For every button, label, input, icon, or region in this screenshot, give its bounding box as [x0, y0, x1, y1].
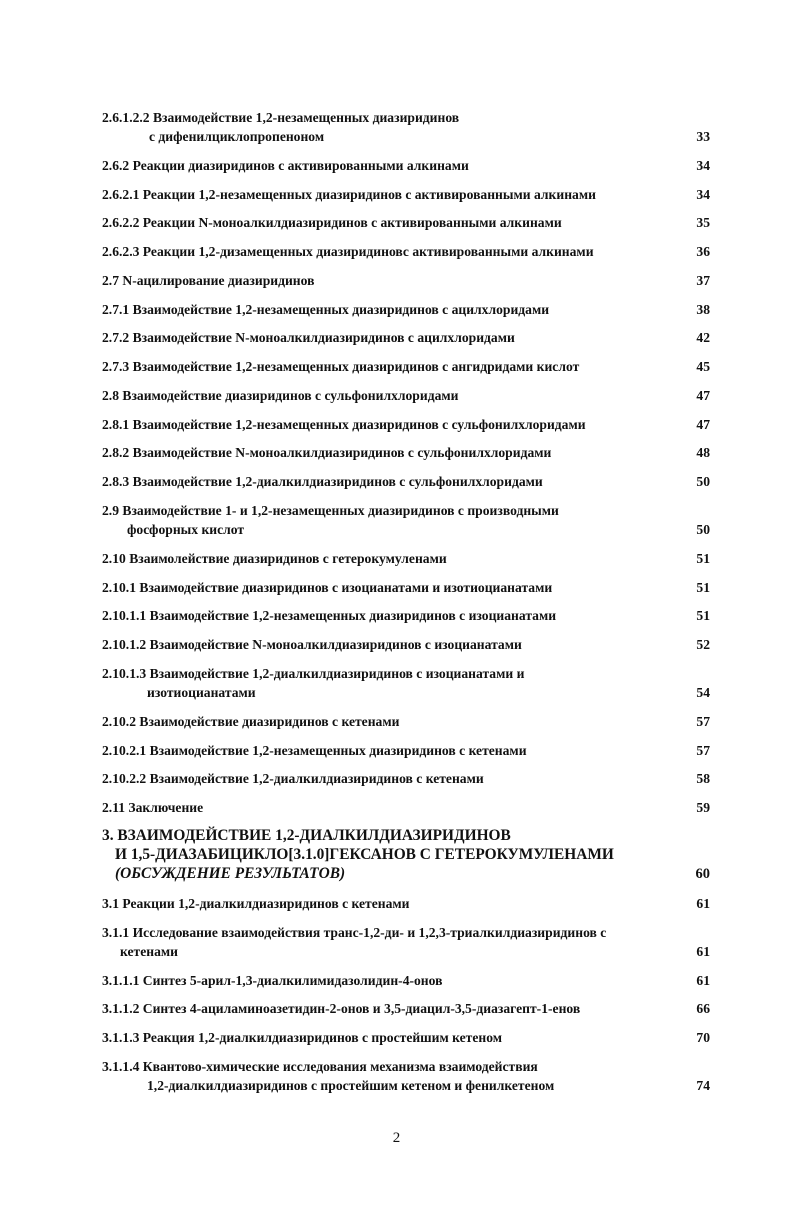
- toc-entry-title: 2.10.2 Взаимодействие диазиридинов с кетенами: [102, 714, 400, 729]
- toc-entry-title-cont: с дифенилциклопропеноном: [149, 129, 325, 144]
- toc-entry-title: 2.9 Взаимодействие 1- и 1,2-незамещенных диазиридинов с производными: [102, 503, 559, 518]
- toc-page-number: 50: [696, 522, 710, 537]
- toc-page-number: 61: [696, 973, 710, 988]
- toc-page-number: 58: [696, 771, 710, 786]
- toc-entry-2-7[interactable]: [102, 271, 687, 290]
- toc-entry-title: 2.6.2.3 Реакции 1,2-дизамещенных диазиридиновс активированными алкинами: [102, 244, 594, 259]
- toc-page-number: 61: [696, 896, 710, 911]
- toc-entry-title: 2.8.3 Взаимодействие 1,2-диалкилдиазиридинов с сульфонилхлоридами: [102, 474, 543, 489]
- toc-entry-title-cont: фосфорных кислот: [127, 522, 245, 537]
- toc-page-number: 50: [696, 474, 710, 489]
- toc-entry-3-1-1-3[interactable]: [102, 1028, 687, 1047]
- toc-page-number: 47: [696, 388, 710, 403]
- toc-entry-2-8[interactable]: [102, 386, 687, 405]
- toc-entry-2-11[interactable]: [102, 798, 687, 817]
- toc-page-number: 51: [696, 580, 710, 595]
- toc-entry-title: 2.10.2.2 Взаимодействие 1,2-диалкилдиазиридинов с кетенами: [102, 771, 484, 786]
- toc-page-number: 57: [696, 714, 710, 729]
- toc-entry-3-1-1-1[interactable]: [102, 971, 687, 990]
- toc-page-number: 42: [696, 330, 710, 345]
- toc-entry-title: 2.8.1 Взаимодействие 1,2-незамещенных диазиридинов с сульфонилхлоридами: [102, 417, 586, 432]
- toc-entry-2-10-1-2[interactable]: [102, 635, 687, 654]
- toc-entry-2-10-2-1[interactable]: [102, 741, 687, 760]
- toc-entry-2-10-2[interactable]: [102, 712, 687, 731]
- toc-entry-2-10-1-3[interactable]: [102, 664, 687, 702]
- toc-entry-title: 2.10.1.2 Взаимодействие N-моноалкилдиазиридинов с изоцианатами: [102, 637, 522, 652]
- toc-entry-3-1[interactable]: [102, 894, 687, 913]
- toc-entry-title: 3.1.1.3 Реакция 1,2-диалкилдиазиридинов с простейшим кетеном: [102, 1030, 503, 1045]
- toc-page-number: 61: [696, 944, 710, 959]
- toc-entry-title-cont: И 1,5-ДИАЗАБИЦИКЛО[3.1.0]ГЕКСАНОВ С ГЕТЕРОКУМУЛЕНАМИ: [115, 846, 614, 863]
- toc-entry-3-1-1-2[interactable]: [102, 999, 687, 1018]
- toc-entry-title: 2.10.1.1 Взаимодействие 1,2-незамещенных диазиридинов с изоцианатами: [102, 608, 557, 623]
- toc-page-number: 37: [696, 273, 710, 288]
- toc-entry-title-cont: (ОБСУЖДЕНИЕ РЕЗУЛЬТАТОВ): [115, 865, 346, 882]
- toc-entry-2-7-3[interactable]: [102, 357, 687, 376]
- toc-page-number: 34: [696, 187, 710, 202]
- toc-entry-title: 3.1 Реакции 1,2-диалкилдиазиридинов с кетенами: [102, 896, 410, 911]
- toc-entry-chapter-3[interactable]: [102, 826, 687, 883]
- toc-page-number: 60: [695, 866, 710, 882]
- toc-entry-title: 2.6.2.2 Реакции N-моноалкилдиазиридинов с активированными алкинами: [102, 215, 562, 230]
- toc-page-number: 54: [696, 685, 710, 700]
- toc-entry-title: 2.7.1 Взаимодействие 1,2-незамещенных диазиридинов с ацилхлоридами: [102, 302, 550, 317]
- toc-entry-title: 3.1.1 Исследование взаимодействия транс-1,2-ди- и 1,2,3-триалкилдиазиридинов с: [102, 925, 607, 940]
- toc-entry-title: 2.8 Взаимодействие диазиридинов с сульфонилхлоридами: [102, 388, 459, 403]
- toc-entry-2-7-1[interactable]: [102, 300, 687, 319]
- page-number-footer: 2: [392, 1130, 401, 1146]
- toc-entry-title-cont: кетенами: [120, 944, 178, 959]
- toc-entry-2-6-2[interactable]: [102, 156, 687, 175]
- toc-entry-2-10-1[interactable]: [102, 578, 687, 597]
- toc-entry-2-10[interactable]: [102, 549, 687, 568]
- toc-entry-title: 3. ВЗАИМОДЕЙСТВИЕ 1,2-ДИАЛКИЛДИАЗИРИДИНОВ: [102, 827, 511, 844]
- toc-entry-title: 2.11 Заключение: [102, 800, 204, 815]
- toc-entry-2-6-2-1[interactable]: [102, 185, 687, 204]
- toc-page-number: 66: [696, 1001, 710, 1016]
- toc-entry-title: 2.10.1 Взаимодействие диазиридинов с изоцианатами и изотиоцианатами: [102, 580, 553, 595]
- toc-page-number: 59: [696, 800, 710, 815]
- toc-entry-title: 2.10.1.3 Взаимодействие 1,2-диалкилдиазиридинов с изоцианатами и: [102, 666, 525, 681]
- toc-page-number: 51: [696, 551, 710, 566]
- toc-page-number: 45: [696, 359, 710, 374]
- toc-page-number: 51: [696, 608, 710, 623]
- toc-entry-title: 2.10.2.1 Взаимодействие 1,2-незамещенных диазиридинов с кетенами: [102, 743, 527, 758]
- toc-page-number: 34: [696, 158, 710, 173]
- toc-entry-title-cont: 1,2-диалкилдиазиридинов с простейшим кетеном и фенилкетеном: [147, 1078, 555, 1093]
- toc-page-number: 47: [696, 417, 710, 432]
- toc-entry-title: 3.1.1.2 Синтез 4-ациламиноазетидин-2-онов и 3,5-диацил-3,5-диазагепт-1-енов: [102, 1001, 581, 1016]
- toc-entry-2-10-1-1[interactable]: [102, 606, 687, 625]
- toc-entry-title: 3.1.1.1 Синтез 5-арил-1,3-диалкилимидазолидин-4-онов: [102, 973, 443, 988]
- toc-entry-title: 2.7 N-ацилирование диазиридинов: [102, 273, 315, 288]
- toc-entry-2-8-3[interactable]: [102, 472, 687, 491]
- toc-entry-title: 2.8.2 Взаимодействие N-моноалкилдиазиридинов с сульфонилхлоридами: [102, 445, 552, 460]
- toc-entry-2-7-2[interactable]: [102, 328, 687, 347]
- toc-entry-2-9[interactable]: [102, 501, 687, 539]
- toc-entry-title-cont: изотиоцианатами: [147, 685, 256, 700]
- toc-entry-title: 2.7.3 Взаимодействие 1,2-незамещенных диазиридинов с ангидридами кислот: [102, 359, 580, 374]
- toc-entry-title: 2.6.2 Реакции диазиридинов с активированными алкинами: [102, 158, 469, 173]
- toc-entry-title: 3.1.1.4 Квантово-химические исследования механизма взаимодействия: [102, 1059, 538, 1074]
- toc-entry-title: 2.7.2 Взаимодействие N-моноалкилдиазиридинов с ацилхлоридами: [102, 330, 515, 345]
- toc-entry-2-8-1[interactable]: [102, 415, 687, 434]
- toc-page-number: 70: [696, 1030, 710, 1045]
- toc-page-number: 38: [696, 302, 710, 317]
- toc-page-number: 52: [696, 637, 710, 652]
- toc-page-number: 48: [696, 445, 710, 460]
- toc-page-number: 36: [696, 244, 710, 259]
- toc-page-number: 35: [696, 215, 710, 230]
- toc-entry-2-6-2-3[interactable]: [102, 242, 687, 261]
- toc-entry-title: 2.10 Взаимолействие диазиридинов с гетерокумуленами: [102, 551, 447, 566]
- toc-entry-3-1-1-4[interactable]: [102, 1057, 687, 1095]
- toc-page-number: 74: [696, 1078, 710, 1093]
- toc-entry-title: 2.6.2.1 Реакции 1,2-незамещенных диазиридинов с активированными алкинами: [102, 187, 596, 202]
- toc-entry-3-1-1[interactable]: [102, 923, 687, 961]
- toc-entry-2-6-1-2-2[interactable]: [102, 108, 687, 146]
- toc-entry-2-8-2[interactable]: [102, 443, 687, 462]
- toc-entry-2-6-2-2[interactable]: [102, 213, 687, 232]
- toc-page-number: 33: [696, 129, 710, 144]
- toc-entry-2-10-2-2[interactable]: [102, 769, 687, 788]
- toc-entry-title: 2.6.1.2.2 Взаимодействие 1,2-незамещенных диазиридинов: [102, 110, 460, 125]
- toc-page-number: 57: [696, 743, 710, 758]
